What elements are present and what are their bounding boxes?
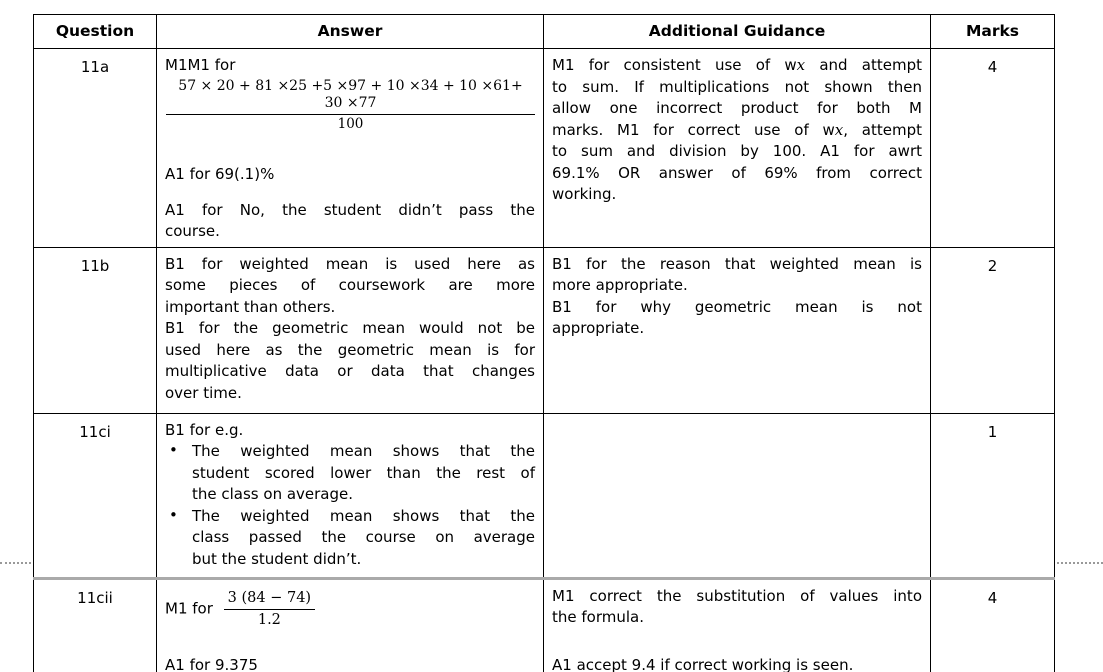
header-answer: Answer [157, 15, 544, 49]
spacer [552, 629, 922, 655]
bullet2-line2: class passed the course on average [192, 528, 535, 546]
table-header-row [34, 15, 1055, 49]
answer-11b-line3: important than others. [165, 297, 336, 316]
guidance-11a-line3: allow one incorrect product for both M [552, 99, 922, 117]
bullet-icon: • [169, 505, 178, 524]
guidance-cell-11b [544, 247, 931, 413]
question-cell-11cii: 11cii [34, 578, 157, 672]
bullet1-line1: The weighted mean shows that the [192, 442, 535, 460]
answer-11a-a1: A1 for 69(.1)% [165, 165, 275, 183]
answer-11b-line2: some pieces of coursework are more [165, 276, 535, 294]
marks-cell-11cii: 4 [931, 578, 1055, 672]
answer-cell-11a [157, 49, 544, 248]
text-fragment: M1 for consistent use of w [552, 56, 797, 74]
table-row-11b [34, 247, 1055, 413]
answer-11a-intro: M1M1 for [165, 56, 236, 74]
header-additional-guidance: Additional Guidance [544, 15, 931, 49]
guidance-11a-line4 [552, 120, 922, 142]
guidance-11b-line4: appropriate. [552, 319, 645, 337]
guidance-11a-line5: to sum and division by 100. A1 for awrt [552, 142, 922, 160]
answer-11b-line6: multiplicative data or data that changes [165, 362, 535, 380]
answer-11a-no-line1: A1 for No, the student didn’t pass the [165, 200, 535, 219]
guidance-11a-line2: to sum. If multiplications not shown then [552, 77, 922, 96]
answer-11a-no-line2: course. [165, 222, 220, 240]
answer-11b-line1: B1 for weighted mean is used here as [165, 254, 535, 273]
answer-11b-line5: used here as the geometric mean is for [165, 340, 535, 359]
text-fragment: M1 for [165, 599, 213, 617]
guidance-11a-line6: 69.1% OR answer of 69% from correct [552, 163, 922, 182]
spacer [165, 629, 535, 655]
guidance-11cii-line1: M1 correct the substitution of values into [552, 586, 922, 605]
bullet2-line1: The weighted mean shows that the [192, 506, 535, 525]
guidance-cell-11cii [544, 578, 931, 672]
table-row-11ci [34, 413, 1055, 578]
answer-11b-line7: over time. [165, 383, 242, 402]
guidance-11b-line2: more appropriate. [552, 276, 688, 294]
answer-11b-line4: B1 for the geometric mean would not be [165, 319, 535, 337]
fraction-numerator: 3 (84 − 74) [224, 589, 315, 610]
answer-11ci-intro: B1 for e.g. [165, 420, 244, 439]
table-row-11a [34, 49, 1055, 248]
answer-11cii-m1-line [165, 589, 535, 629]
bullet-icon: • [169, 441, 178, 459]
fraction-numerator: 57 × 20 + 81 ×25 +5 ×97 + 10 ×34 + 10 ×61+ 30 ×77 [166, 78, 535, 115]
substitution-fraction [224, 589, 315, 629]
header-question: Question [34, 15, 157, 49]
mark-scheme-table [33, 14, 1055, 672]
bullet-item-2 [165, 506, 535, 571]
guidance-11b-line1: B1 for the reason that weighted mean is [552, 254, 922, 273]
question-cell-11b: 11b [34, 247, 157, 413]
guidance-11a-line7: working. [552, 185, 617, 203]
guidance-11cii-line2: the formula. [552, 608, 644, 626]
guidance-11cii-a1: A1 accept 9.4 if correct working is seen. [552, 655, 854, 672]
guidance-11a-line1 [552, 55, 922, 77]
spacer [165, 186, 535, 200]
guidance-cell-11ci [544, 413, 931, 578]
table-row-11cii [34, 578, 1055, 672]
answer-11cii-a1: A1 for 9.375 [165, 655, 258, 672]
text-fragment: , attempt [843, 120, 923, 139]
spacer [165, 134, 535, 164]
marks-cell-11ci: 1 [931, 413, 1055, 578]
bullet1-line2: student scored lower than the rest of [192, 463, 535, 482]
marks-cell-11b: 2 [931, 247, 1055, 413]
question-cell-11a: 11a [34, 49, 157, 248]
question-cell-11ci: 11ci [34, 413, 157, 578]
text-fragment: marks. M1 for correct use of w [552, 120, 835, 139]
text-fragment: and attempt [805, 56, 922, 74]
guidance-11b-line3: B1 for why geometric mean is not [552, 297, 922, 316]
bullet-item-1 [165, 441, 535, 506]
fraction-denominator: 100 [337, 115, 364, 132]
weighted-mean-fraction [166, 78, 535, 133]
bullet2-line3: but the student didn’t. [192, 549, 362, 568]
answer-cell-11ci [157, 413, 544, 578]
math-italic-x: x [796, 56, 806, 74]
answer-cell-11b [157, 247, 544, 413]
guidance-cell-11a [544, 49, 931, 248]
fraction-denominator: 1.2 [257, 611, 281, 628]
math-italic-x: x [834, 120, 844, 139]
marks-cell-11a: 4 [931, 49, 1055, 248]
bullet1-line3: the class on average. [192, 485, 354, 503]
answer-cell-11cii [157, 578, 544, 672]
header-marks: Marks [931, 15, 1055, 49]
